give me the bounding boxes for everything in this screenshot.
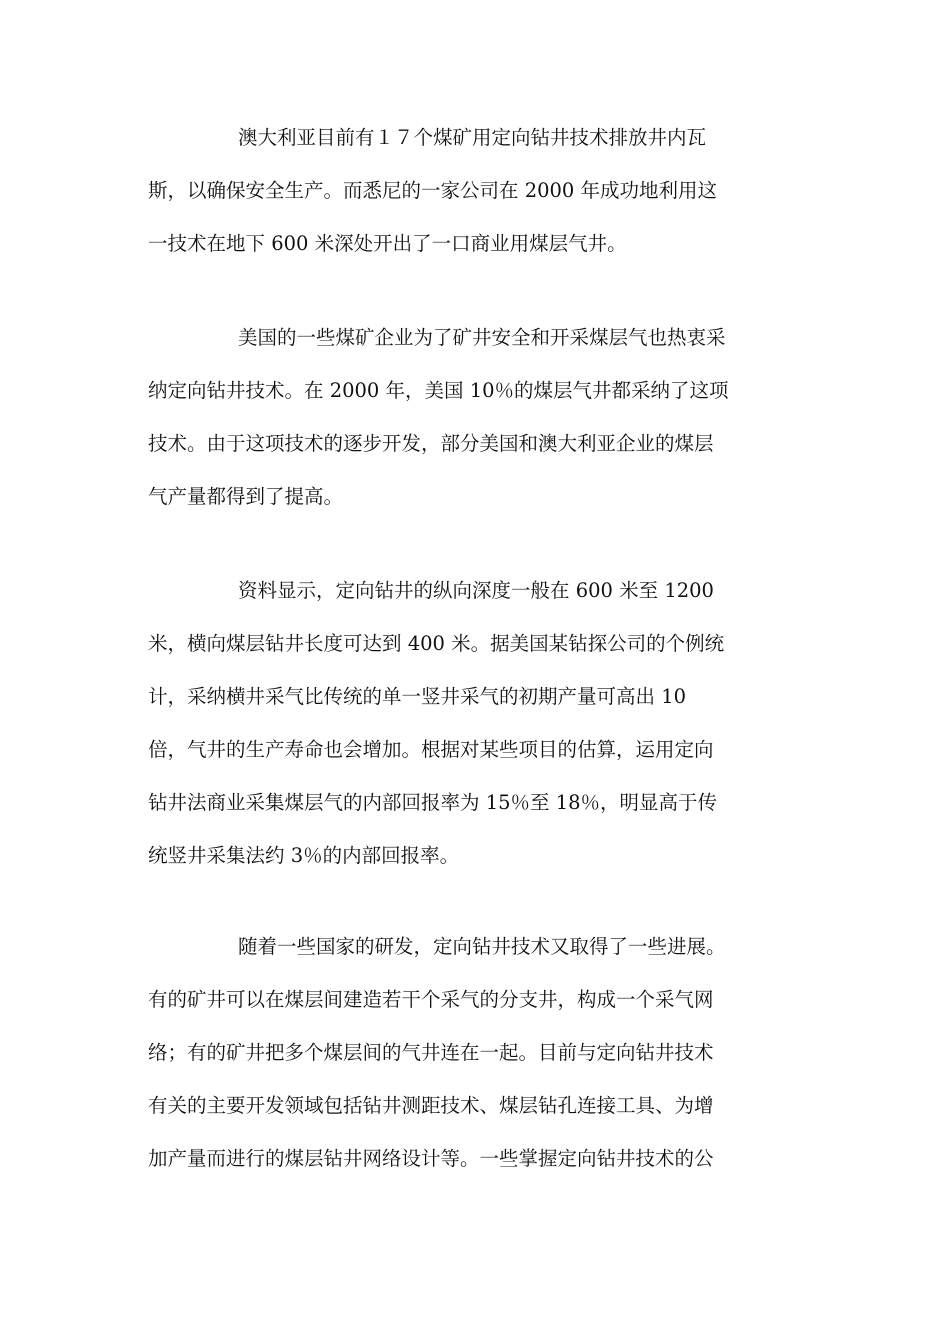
paragraph-line: 络；有的矿井把多个煤层间的气井连在一起。目前与定向钻井技术 — [148, 1041, 714, 1064]
paragraph-line: 斯，以确保安全生产。而悉尼的一家公司在 2000 年成功地利用这 — [148, 179, 718, 202]
paragraph-line: 技术。由于这项技术的逐步开发，部分美国和澳大利亚企业的煤层 — [148, 432, 714, 455]
paragraph-line: 纳定向钻井技术。在 2000 年，美国 10％的煤层气井都采纳了这项 — [148, 379, 729, 402]
paragraph-line: 随着一些国家的研发，定向钻井技术又取得了一些进展。 — [238, 935, 726, 958]
paragraph-line: 气产量都得到了提高。 — [148, 485, 344, 508]
paragraph-line: 倍，气井的生产寿命也会增加。根据对某些项目的估算，运用定向 — [148, 738, 714, 761]
paragraph-line: 澳大利亚目前有１７个煤矿用定向钻井技术排放井内瓦 — [238, 126, 707, 149]
paragraph-line: 资料显示，定向钻井的纵向深度一般在 600 米至 1200 — [238, 579, 714, 602]
paragraph-line: 有关的主要开发领域包括钻井测距技术、煤层钻孔连接工具、为增 — [148, 1094, 714, 1117]
paragraph-line: 一技术在地下 600 米深处开出了一口商业用煤层气井。 — [148, 232, 627, 255]
paragraph-line: 有的矿井可以在煤层间建造若干个采气的分支井，构成一个采气网 — [148, 988, 714, 1011]
paragraph-line: 美国的一些煤矿企业为了矿井安全和开采煤层气也热衷采 — [238, 326, 726, 349]
paragraph-line: 计，采纳横井采气比传统的单一竖井采气的初期产量可高出 10 — [148, 685, 687, 708]
paragraph-line: 加产量而进行的煤层钻井网络设计等。一些掌握定向钻井技术的公 — [148, 1147, 714, 1170]
paragraph-line: 钻井法商业采集煤层气的内部回报率为 15％至 18％，明显高于传 — [148, 791, 718, 814]
paragraph-line: 统竖井采集法约 3％的内部回报率。 — [148, 844, 460, 867]
paragraph-line: 米，横向煤层钻井长度可达到 400 米。据美国某钻探公司的个例统 — [148, 632, 725, 655]
